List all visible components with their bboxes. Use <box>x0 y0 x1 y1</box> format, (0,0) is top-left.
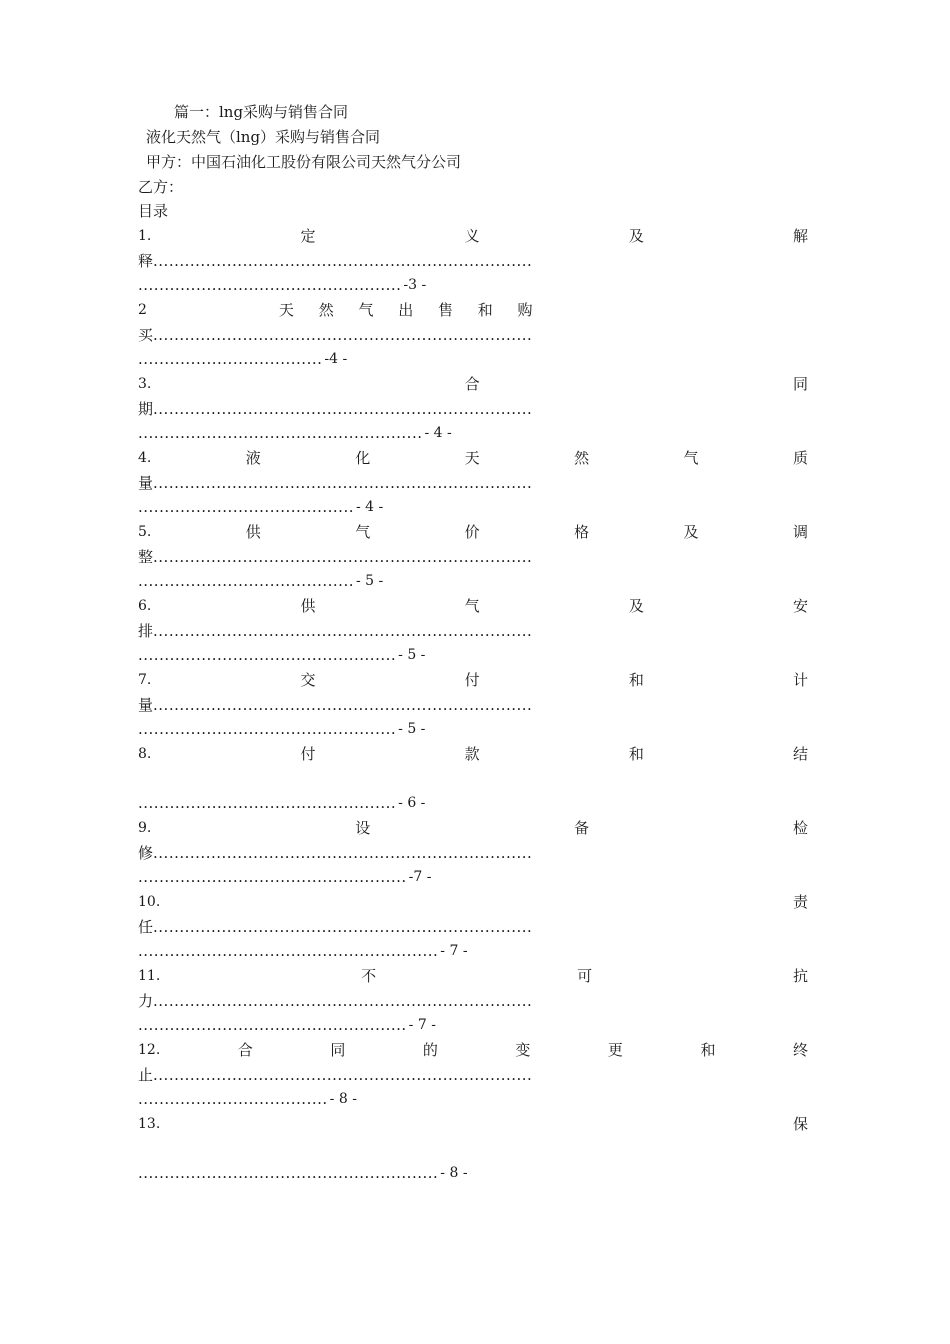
toc-char: 设 <box>355 819 371 837</box>
toc-page-number: -4 - <box>324 351 348 367</box>
toc-entry-title: 天 然 气 出 售 和 购 <box>278 301 543 319</box>
toc-char: 合 <box>464 375 480 393</box>
toc-char: 更 <box>607 1041 623 1059</box>
toc-entry-number: 10. <box>138 894 161 910</box>
toc-char: 抗 <box>792 967 808 985</box>
toc-char: 释 <box>138 252 154 270</box>
toc-char: 责 <box>792 893 808 911</box>
toc-entry-6[interactable] <box>138 594 808 618</box>
toc-char: 及 <box>628 227 644 245</box>
toc-page-line: ......................................................... - 8 - <box>138 1161 808 1185</box>
toc-char: 然 <box>574 449 590 467</box>
toc-char: 可 <box>577 967 593 985</box>
toc-char: 整 <box>138 548 154 566</box>
toc-char: 义 <box>464 227 480 245</box>
toc-entry-13[interactable] <box>138 1112 808 1136</box>
toc-char: 格 <box>574 523 590 541</box>
toc-leader-line: 止........................................................................ <box>138 1066 533 1084</box>
toc-char: 付 <box>300 745 316 763</box>
toc-char: 买 <box>138 326 154 344</box>
toc-page-line: ................................................. - 5 - <box>138 643 808 667</box>
toc-char: 气 <box>683 449 699 467</box>
toc-char: 排 <box>138 622 154 640</box>
toc-char: 计 <box>792 671 808 689</box>
toc-page-number: - 8 - <box>329 1091 357 1107</box>
toc-page-number: -3 - <box>403 277 427 293</box>
toc-entry-number: 2 <box>138 302 147 318</box>
toc-leader-line: 期........................................................................ <box>138 400 533 418</box>
toc-leader-line: 买........................................................................ <box>138 326 533 344</box>
toc-char: 定 <box>300 227 316 245</box>
toc-page-line: ................................... -4 - <box>138 347 808 371</box>
toc-page-number: -7 - <box>408 869 432 885</box>
toc-char: 安 <box>792 597 808 615</box>
toc-entry-number: 4. <box>138 450 152 466</box>
toc-char: 保 <box>792 1115 808 1133</box>
toc-entry-number: 11. <box>138 968 161 984</box>
toc-entry-number: 8. <box>138 746 152 762</box>
toc-entry-number: 12. <box>138 1042 161 1058</box>
toc-char: 备 <box>574 819 590 837</box>
toc-entry-number: 9. <box>138 820 152 836</box>
toc-char: 气 <box>355 523 371 541</box>
toc-char: 力 <box>138 992 154 1010</box>
toc-entry-11[interactable] <box>138 964 808 988</box>
document-title: 篇一：lng采购与销售合同 <box>174 103 349 121</box>
toc-leader-line: 修........................................................................ <box>138 844 533 862</box>
toc-char: 止 <box>138 1066 154 1084</box>
contract-subtitle: 液化天然气（lng）采购与销售合同 <box>146 128 381 146</box>
toc-page-line: ................................................. - 6 - <box>138 791 808 815</box>
toc-page-number: - 7 - <box>440 943 468 959</box>
toc-entry-number: 1. <box>138 228 152 244</box>
toc-leader-line: 整........................................................................ <box>138 548 533 566</box>
toc-entry-7[interactable] <box>138 668 808 692</box>
party-b: 乙方： <box>138 178 184 196</box>
toc-entry-number: 5. <box>138 524 152 540</box>
toc-char: 和 <box>628 745 644 763</box>
toc-entry-8[interactable] <box>138 742 808 766</box>
toc-char: 任 <box>138 918 154 936</box>
toc-entry-2[interactable] <box>138 298 808 322</box>
toc-entry-number: 6. <box>138 598 152 614</box>
toc-char: 天 <box>464 449 480 467</box>
toc-page-line: .................................................. -3 - <box>138 273 808 297</box>
toc-char: 及 <box>683 523 699 541</box>
toc-entry-9[interactable] <box>138 816 808 840</box>
toc-char: 和 <box>700 1041 716 1059</box>
party-a: 甲方：中国石油化工股份有限公司天然气分公司 <box>146 153 462 171</box>
toc-char: 付 <box>464 671 480 689</box>
toc-page-line: ................................................. - 5 - <box>138 717 808 741</box>
toc-char: 同 <box>792 375 808 393</box>
toc-leader-line: 任........................................................................ <box>138 918 533 936</box>
toc-char: 交 <box>300 671 316 689</box>
toc-char: 解 <box>792 227 808 245</box>
toc-entry-3[interactable] <box>138 372 808 396</box>
toc-char: 及 <box>628 597 644 615</box>
toc-page-line: ................................................... -7 - <box>138 865 808 889</box>
toc-page-number: - 5 - <box>398 647 426 663</box>
toc-page-line: ................................................... - 7 - <box>138 1013 808 1037</box>
toc-leader-line: 力........................................................................ <box>138 992 533 1010</box>
toc-page-line: ......................................... - 5 - <box>138 569 808 593</box>
toc-char: 期 <box>138 400 154 418</box>
toc-char: 价 <box>464 523 480 541</box>
toc-char: 检 <box>792 819 808 837</box>
toc-entry-number: 13. <box>138 1116 161 1132</box>
toc-heading: 目录 <box>138 202 169 220</box>
toc-char: 合 <box>237 1041 253 1059</box>
toc-page-number: - 4 - <box>424 425 452 441</box>
toc-entry-12[interactable] <box>138 1038 808 1062</box>
toc-char: 变 <box>515 1041 531 1059</box>
toc-page-line: .................................... - 8 - <box>138 1087 808 1111</box>
toc-char: 供 <box>245 523 261 541</box>
toc-char: 液 <box>245 449 261 467</box>
toc-char: 的 <box>422 1041 438 1059</box>
toc-page-number: - 6 - <box>398 795 426 811</box>
toc-char: 量 <box>138 474 154 492</box>
toc-char: 修 <box>138 844 154 862</box>
toc-page-number: - 7 - <box>408 1017 436 1033</box>
toc-entry-1[interactable] <box>138 224 808 248</box>
toc-page-number: - 5 - <box>398 721 426 737</box>
toc-page-line: ...................................................... - 4 - <box>138 421 808 445</box>
toc-page-number: - 8 - <box>440 1165 468 1181</box>
toc-entry-number: 3. <box>138 376 152 392</box>
toc-char: 款 <box>464 745 480 763</box>
toc-char: 供 <box>300 597 316 615</box>
toc-page-number: - 4 - <box>356 499 384 515</box>
toc-entry-10[interactable] <box>138 890 808 914</box>
toc-char: 和 <box>628 671 644 689</box>
toc-page-number: - 5 - <box>356 573 384 589</box>
toc-page-line: ......................................................... - 7 - <box>138 939 808 963</box>
toc-char: 化 <box>355 449 371 467</box>
toc-leader-line: 排........................................................................ <box>138 622 533 640</box>
toc-leader-line: 释........................................................................ <box>138 252 533 270</box>
toc-char: 终 <box>792 1041 808 1059</box>
toc-entry-4[interactable] <box>138 446 808 470</box>
toc-entry-5[interactable] <box>138 520 808 544</box>
toc-char: 调 <box>792 523 808 541</box>
toc-char: 不 <box>361 967 377 985</box>
toc-leader-line: 量........................................................................ <box>138 696 533 714</box>
toc-entry-number: 7. <box>138 672 152 688</box>
toc-char: 同 <box>330 1041 346 1059</box>
toc-leader-line: 量........................................................................ <box>138 474 533 492</box>
toc-page-line: ......................................... - 4 - <box>138 495 808 519</box>
toc-char: 量 <box>138 696 154 714</box>
toc-char: 气 <box>464 597 480 615</box>
toc-char: 质 <box>792 449 808 467</box>
toc-char: 结 <box>792 745 808 763</box>
